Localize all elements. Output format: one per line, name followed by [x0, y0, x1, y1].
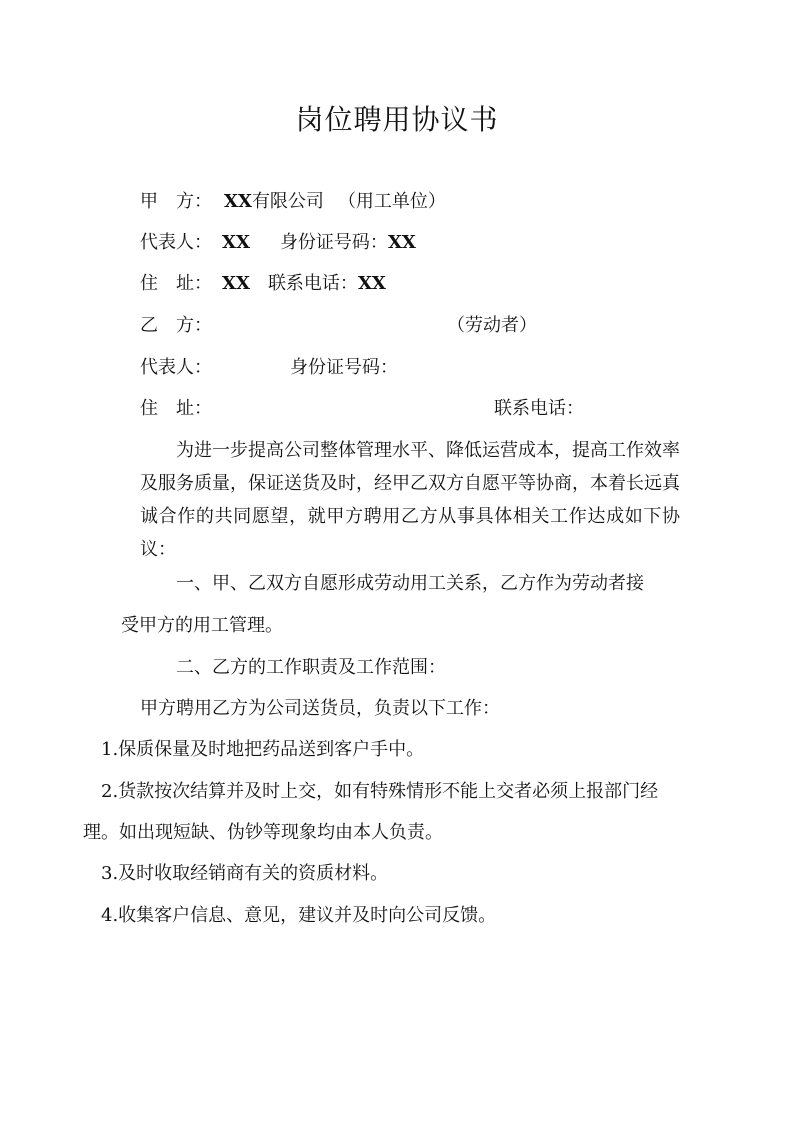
document-title: 岗位聘用协议书 [295, 103, 499, 136]
clause-1-line-2: 受甲方的用工管理。 [121, 615, 283, 636]
party-a-address-label: 住 址： [140, 273, 212, 294]
duty-item-3: 3.及时收取经销商有关的资质材料。 [101, 863, 389, 884]
party-a-address-value: XX [222, 273, 250, 294]
duty-item-4: 4.收集客户信息、意见，建议并及时向公司反馈。 [101, 905, 497, 926]
clause-2-intro: 甲方聘用乙方为公司送货员，负责以下工作： [140, 698, 500, 719]
party-a-role: （用工单位） [337, 191, 446, 212]
duty-item-2-line-2: 理。如出现短缺、伪钞等现象均由本人负责。 [83, 822, 443, 843]
party-a-line [140, 192, 446, 212]
party-b-phone-label: 联系电话： [494, 398, 584, 419]
intro-paragraph: 为进一步提高公司整体管理水平、降低运营成本，提高工作效率及服务质量，保证送货及时，经甲乙双方自愿平等协商，本着长远真诚合作的共同愿望，就甲方聘用乙方从事具体相关工作达成如下协议： [140, 440, 680, 560]
party-a-id-value: XX [387, 232, 416, 253]
clause-1-line-1: 一、甲、乙双方自愿形成劳动用工关系，乙方作为劳动者接 [176, 573, 644, 594]
party-b-rep-label: 代表人： [140, 357, 212, 378]
party-a-address-line [140, 274, 386, 294]
party-a-rep-value: XX [222, 232, 250, 253]
party-a-company-suffix: 有限公司 [251, 191, 324, 212]
party-b-label: 乙 方： [140, 315, 212, 336]
duty-item-2-line-1: 2.货款按次结算并及时上交，如有特殊情形不能上交者必须上报部门经 [101, 781, 659, 802]
party-b-role: （劳动者） [447, 315, 537, 336]
party-a-phone-label: 联系电话： [267, 273, 358, 294]
party-a-id-label: 身份证号码： [279, 232, 388, 253]
party-b-address-label: 住 址： [140, 398, 212, 419]
party-b-id-label: 身份证号码： [290, 357, 398, 378]
clause-2-heading: 二、乙方的工作职责及工作范围： [176, 657, 446, 678]
party-a-label: 甲 方： [140, 191, 212, 212]
duty-item-1: 1.保质保量及时地把药品送到客户手中。 [101, 739, 425, 760]
party-a-company-code: XX [224, 191, 252, 212]
party-a-phone-value: XX [357, 273, 386, 294]
party-a-rep-label: 代表人： [140, 232, 212, 253]
party-a-rep-line [140, 233, 416, 253]
